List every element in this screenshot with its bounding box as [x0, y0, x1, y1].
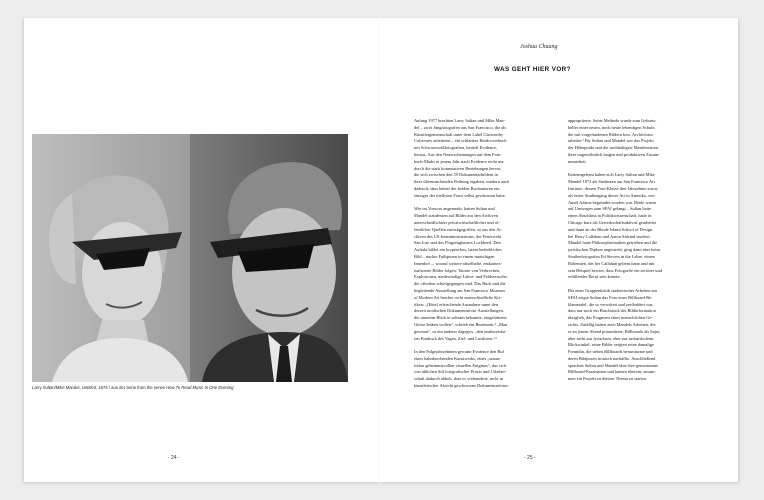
text-line: tiken: „[Eine] erfrischende Ausnahme unter den — [414, 301, 498, 307]
caption-series-title: How To Read Music In One Evening — [166, 385, 234, 390]
text-line: eines bahnbrechenden Kunstwerks, eines „unaus- — [414, 355, 501, 361]
photo-illustration — [32, 134, 348, 382]
text-line: juristischen Diplom angestrebt, ging dann aber beim — [568, 247, 661, 253]
text-line: begleitende Ausstellung am San Francisco Museum — [414, 287, 505, 293]
text-line: Wie im Vorwort angemerkt, hatten Sultan und — [414, 206, 495, 212]
page-number-right: - 25 - — [524, 455, 536, 461]
text-line: Blickwinkel; seine Bilder zeigten seine damalige — [568, 342, 654, 348]
text-line: Innenhof –, worauf weitere rätselhafte, entkontex- — [414, 260, 503, 266]
text-line: appropriierte. Seine Methode wurde zum Geburts- — [568, 118, 657, 123]
page-number-left: - 24 - — [168, 455, 180, 461]
text-line: Straßenfotografen Ed Sievers in die Lehre, einem — [568, 253, 655, 259]
text-line: del – zwei Jungfotografen aus San Francisco, die als — [414, 124, 507, 130]
text-line: gewinnt“, so ein anderer dagegen, „den unabweisba- — [414, 328, 507, 334]
text-line: arbeitet.³ Für Sultan und Mandel war das Projekt — [568, 138, 654, 144]
text-line: ren Eindruck des Vagen, Ziel- und Lustlosen.“² — [414, 335, 497, 341]
caption-author: Larry Sultan/Mike Mandel, — [32, 385, 81, 390]
text-line: Explosionen, merkwürdige Labor- und Feldversuche, — [414, 274, 508, 280]
photograph — [32, 134, 348, 382]
text-line: künstlerischer Absicht geschossene Dokumentarfotos — [414, 383, 508, 389]
text-line: die offenbar schiefgegangen sind. Das Buch und die — [414, 281, 506, 287]
text-line: derzeit modischen Dokumentarfoto-Ausstellungen, — [414, 308, 504, 314]
text-line: Mandel stattdessen auf Bilder aus den Archiven — [414, 213, 498, 219]
text-line: Bohemien, der bei Callahan gelernt hatte und mit — [568, 260, 655, 266]
text-line: dass nur noch ein Bruchstück der Bildinformation — [568, 308, 656, 314]
text-line: tualisierte Bilder folgen: Tatorte von Verbrechen, — [414, 267, 501, 273]
article-title: WAS GEHT HIER VOR? — [494, 66, 571, 73]
paragraph — [414, 206, 556, 342]
paragraph — [414, 118, 556, 200]
text-line: San Jose und des Flugzeugbauers Lockheed. Den — [414, 240, 501, 246]
text-line: Institute, dessen Foto-Klasse drei Jahrzehnte zuvor, — [568, 185, 659, 191]
text-line: Künstlergemeinschaft unter dem Label Clatworthy — [414, 131, 504, 137]
text-line: durch die stark konnotativen Beziehungen hervor, — [414, 165, 502, 171]
text-line: Auftakt bildet ein kryptisches, latent bedrohliches — [414, 247, 502, 253]
caption-series-prefix: from the series — [137, 385, 165, 390]
text-line: sichts. Zufällig hatten auch Mandels Arbeiten, die — [568, 321, 656, 327]
text-line: Freundin, die neben Billboards herumturnte und — [568, 349, 653, 355]
paragraph — [568, 118, 710, 166]
paragraph — [568, 288, 710, 383]
text-line: ihrer ungewöhnlich langen und produktiven Zusam- — [568, 151, 660, 157]
text-line: Colorvues arbeiteten – ein schlankes Hardcoverbuch — [414, 138, 507, 144]
text-line: und dann an der Rhode Island School of Design — [568, 226, 653, 232]
text-line: heraus. Aus den Neuerscheinungen auf dem Foto- — [414, 151, 502, 157]
text-line: of Modern Art brachte recht unterschiedliche Kri- — [414, 294, 502, 300]
text-line: Mandel hatte Philosophiestudien getrieben und die — [568, 240, 658, 246]
text-line: Bild – nackte Fußspuren in einem matschigen — [414, 253, 495, 259]
paragraph — [414, 349, 556, 390]
text-line: aber nicht aus lyrischem, eher aus sachartischem — [568, 335, 654, 341]
text-line: sein Beispiel bewies, dass Fotografie ein seriöser und — [568, 267, 662, 273]
text-line: helfer einer neuen, noch heute lebendigen Schule, — [568, 124, 656, 130]
text-line: sprachen Sultan und Mandel über ihre gemeinsame — [568, 362, 658, 368]
text-line: deren Bildposen ironisch nachäffte. Anschließend — [568, 355, 656, 361]
text-line: einen Abschluss in Politikwissenschaft, hatte in — [568, 213, 652, 219]
text-line: Anfang 1977 brachten Larry Sultan und Mike Man- — [414, 118, 506, 123]
text-line: bei Harry Callahan und Aaron Siskind studiert; — [568, 233, 651, 239]
text-line: übriglieb, das Fragment eines menschlichen Ge- — [568, 315, 653, 321]
text-line: schaft dadurch abhob, dass es vorhandene, nicht in — [414, 376, 504, 382]
text-line: einziges der titellosen Fotos selbst geschossen hatte. — [414, 192, 506, 198]
text-line: In den Folgejahrzehnten gewann Evidence den Ruf — [414, 349, 504, 355]
text-line: Chicago kurz als Gewerkschaftsaktivist gearbeitet — [568, 219, 657, 225]
article-author: Joshua Chuang — [520, 44, 558, 50]
text-line: die sich zwischen den 59 Dokumentarbildern in — [414, 172, 498, 178]
text-line: die mit vorgefundenen Bildern bzw. Archivfotos — [568, 131, 653, 137]
text-line: mit Schwarzweißfotografien, betitelt Evidence, — [414, 145, 498, 151]
text-line: fentlicher Quellen zurückgegriffen, so aus den Ar- — [414, 226, 503, 232]
photo-caption — [32, 385, 362, 390]
text-line: Bei einer Gruppenkritik studentischer Arbeiten am — [568, 287, 657, 293]
text-line: der Höhepunkt und die nachhaltigste Manifestation — [568, 145, 659, 151]
text-line: erfüllender Beruf sein konnte. — [568, 274, 621, 280]
text-line: Kennengelernt haben sich Larry Sultan und Mike — [568, 172, 655, 178]
text-line: lotbar geheimnisvollen visuellen Enigmas“, das sich — [414, 362, 506, 368]
text-column-2 — [568, 118, 710, 390]
text-line: er an jenem Abend präsentierte, Billboards als Sujet, — [568, 328, 661, 334]
text-line: Gleise lenken wollen“, schrieb ein Rezensent.¹ „Man — [414, 321, 507, 327]
text-line: buch-Markt in jenem Jahr stach Evidence nicht nur — [414, 158, 504, 164]
text-line: klametafel, die so verwittert und zerfleddert war, — [568, 301, 654, 307]
text-line: auf Umwegen zum SFAI gelangt – Sultan hatte — [568, 206, 651, 212]
text-line: Ansel Adams begründet worden war. Beide waren — [568, 199, 657, 205]
text-line: von üblichen Stil fotografischer Praxis und Urheber- — [414, 369, 507, 375]
caption-rest: , 1974 / aus der Serie — [96, 385, 137, 390]
text-line: als erster Studiengang dieser Art in Amerika, von — [568, 192, 655, 198]
caption-title: Untitled — [81, 385, 97, 390]
text-line: menarbeit. — [568, 158, 587, 164]
text-line: men ein Projekt zu diesem Thema zu starten. — [568, 376, 647, 382]
text-line: SFAI zeigte Sultan das Foto einer Billboard-Re- — [568, 294, 653, 300]
paragraph — [568, 172, 710, 281]
text-line: chiven des US-Innenministeriums, der Feuerwehr — [414, 233, 502, 239]
text-line: dadurch, dass keiner der beiden Buchautoren ein — [414, 185, 500, 191]
text-line: unterschiedlichster privatwirtschaftlicher und öf- — [414, 219, 500, 225]
text-line: Billboard-Faszination und kamen überein, zusam- — [568, 369, 656, 375]
text-column-1 — [414, 118, 556, 397]
text-line: Mandel 1973 als Studenten am San Francisco Art — [568, 179, 655, 185]
text-line: die unserem Blick in seltsam bekannte, eingefahrene — [414, 315, 507, 321]
text-line: ihrer übermaschenden Reihung ergaben, sondern auch — [414, 179, 510, 185]
